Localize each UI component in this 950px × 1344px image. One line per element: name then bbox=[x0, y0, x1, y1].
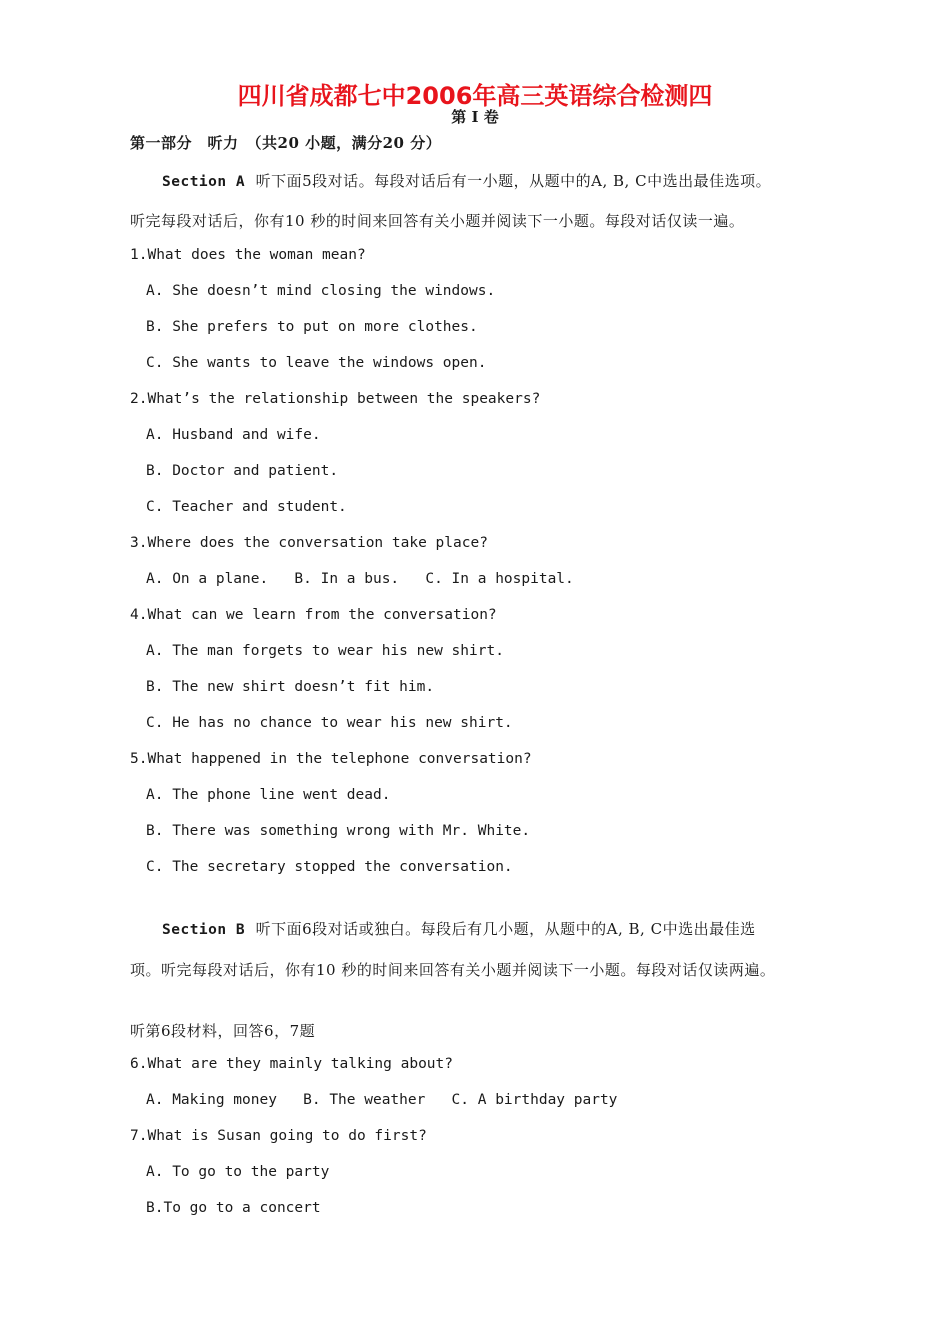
section-b-label: Section B bbox=[162, 922, 246, 938]
question-7-option-b: B.To go to a concert bbox=[146, 1200, 321, 1216]
section-a-label: Section A bbox=[162, 174, 246, 190]
section-a-instruction-2: 听完每段对话后，你有10 秒的时间来回答有关小题并阅读下一小题。每段对话仅读一遍。 bbox=[130, 212, 745, 230]
question-2-option-b: B. Doctor and patient. bbox=[146, 463, 339, 479]
question-7: 7.What is Susan going to do first? bbox=[130, 1128, 427, 1144]
question-3: 3.Where does the conversation take place? bbox=[130, 535, 488, 551]
question-1-option-a: A. She doesn’t mind closing the windows. bbox=[146, 283, 496, 299]
section-a-instruction-line-1 bbox=[162, 170, 771, 191]
question-4-option-a: A. The man forgets to wear his new shirt. bbox=[146, 643, 504, 659]
question-4-option-b: B. The new shirt doesn’t fit him. bbox=[146, 679, 435, 695]
question-6: 6.What are they mainly talking about? bbox=[130, 1056, 454, 1072]
section-b-instruction-line-1 bbox=[162, 918, 756, 939]
question-2-option-c: C. Teacher and student. bbox=[146, 499, 347, 515]
question-2-option-a: A. Husband and wife. bbox=[146, 427, 321, 443]
question-3-options: A. On a plane. B. In a bus. C. In a hospital. bbox=[146, 571, 574, 587]
question-5-option-c: C. The secretary stopped the conversation. bbox=[146, 859, 513, 875]
question-2: 2.What’s the relationship between the speakers? bbox=[130, 391, 541, 407]
section-a-instruction-1: 听下面5段对话。每段对话后有一小题，从题中的A, B, C中选出最佳选项。 bbox=[255, 172, 772, 190]
question-4: 4.What can we learn from the conversation? bbox=[130, 607, 497, 623]
question-1-option-b: B. She prefers to put on more clothes. bbox=[146, 319, 478, 335]
section-b-instruction-2: 项。听完每段对话后，你有10 秒的时间来回答有关小题并阅读下一小题。每段对话仅读两遍。 bbox=[130, 961, 776, 979]
question-1: 1.What does the woman mean? bbox=[130, 247, 366, 263]
question-4-option-c: C. He has no chance to wear his new shirt. bbox=[146, 715, 513, 731]
question-5-option-b: B. There was something wrong with Mr. White. bbox=[146, 823, 531, 839]
question-7-option-a: A. To go to the party bbox=[146, 1164, 330, 1180]
question-1-option-c: C. She wants to leave the windows open. bbox=[146, 355, 487, 371]
question-5: 5.What happened in the telephone conversation? bbox=[130, 751, 532, 767]
document-title: 四川省成都七中2006年高三英语综合检测四 bbox=[237, 82, 713, 110]
question-6-options: A. Making money B. The weather C. A birthday party bbox=[146, 1092, 618, 1108]
part-heading: 第一部分 听力 （共20 小题，满分20 分） bbox=[130, 134, 442, 152]
section-b-instruction-1: 听下面6段对话或独白。每段后有几小题，从题中的A, B, C中选出最佳选 bbox=[255, 920, 756, 938]
volume-label: 第 I 卷 bbox=[451, 108, 499, 126]
material-6-heading: 听第6段材料，回答6，7题 bbox=[130, 1022, 316, 1040]
question-5-option-a: A. The phone line went dead. bbox=[146, 787, 391, 803]
